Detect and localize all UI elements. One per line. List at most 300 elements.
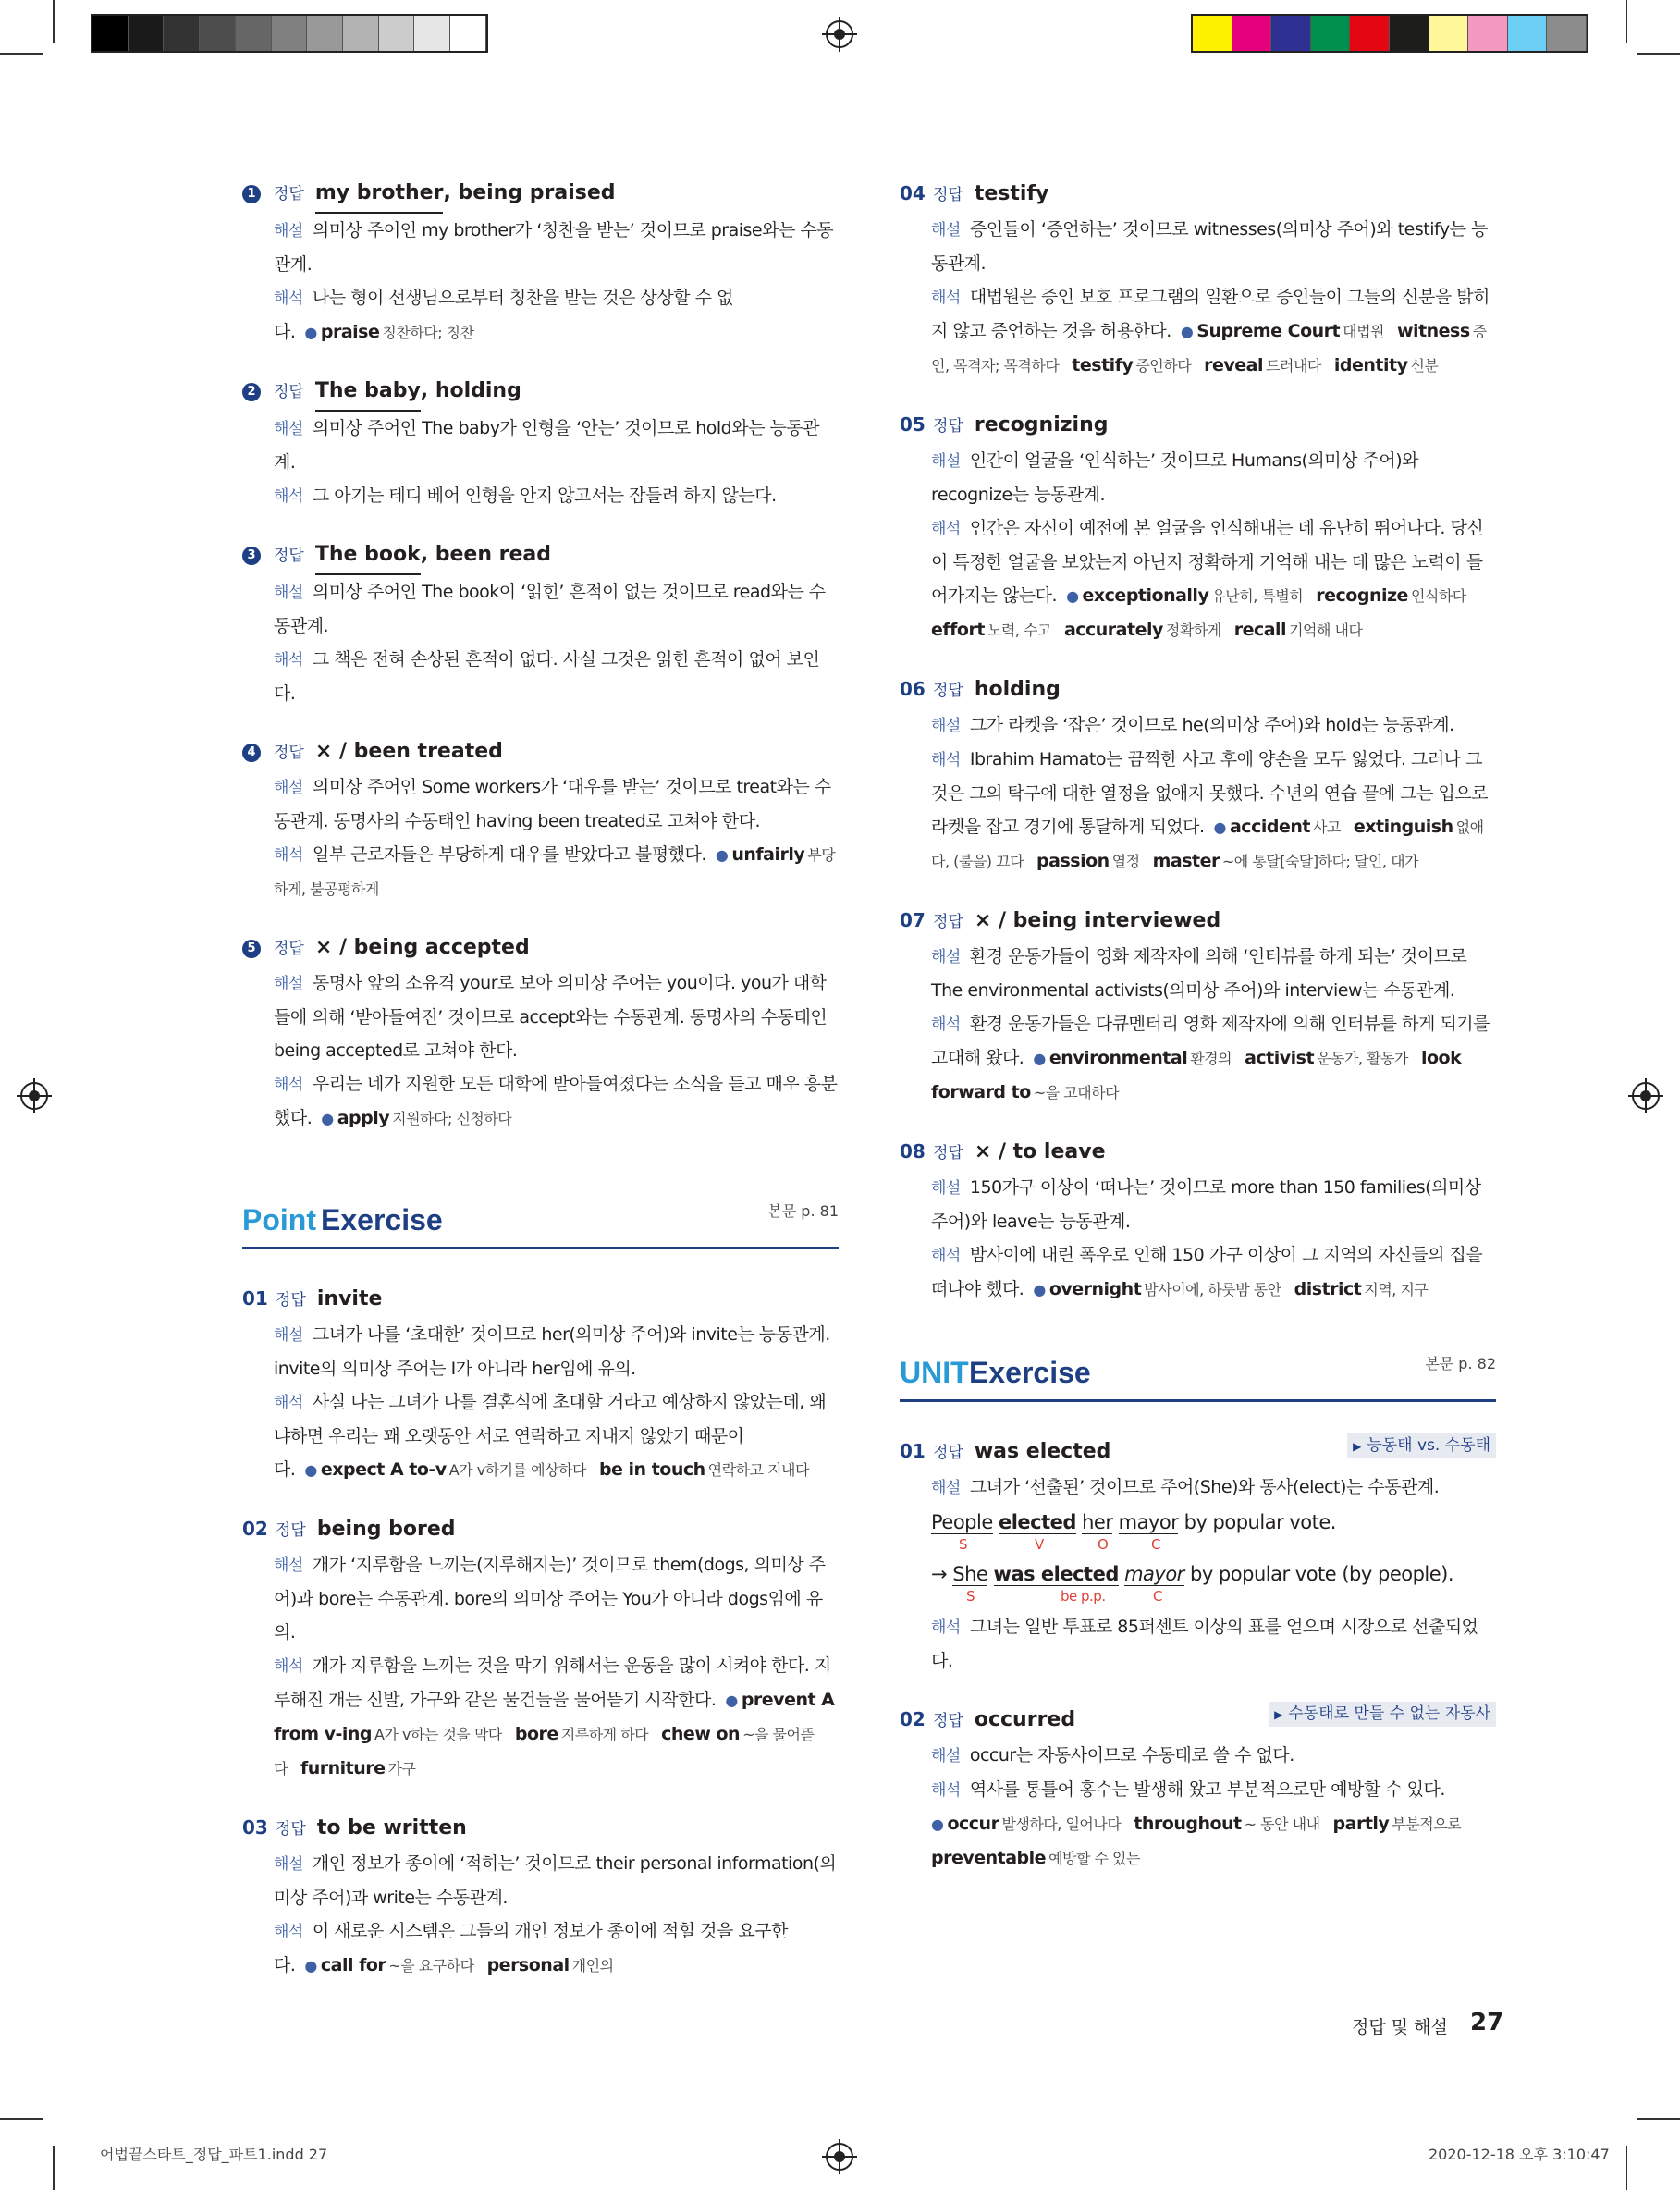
translation [931,743,1496,879]
answer-tag: 정답 [933,913,963,931]
answer-line [242,930,839,966]
registration-mark-icon [20,1082,48,1110]
bullet-icon: ● [304,324,317,341]
vocab-meaning: ~을 물어뜯다 [274,1726,815,1778]
vocab-word: activist [1245,1048,1315,1068]
bullet-icon: ● [1066,587,1079,605]
grammar-label: be p.p. [1061,1588,1106,1605]
answer-line [242,1281,839,1318]
example-word: mayor [1124,1563,1184,1585]
explanation-text: 의미상 주어인 The baby가 인형을 ‘안는’ 것이므로 hold와는 능동관계. [274,418,820,473]
color-swatch [379,16,415,51]
answer-tag: 정답 [274,185,304,203]
section-title-b: Exercise [969,1356,1091,1389]
translation-text: 일부 근로자들은 부당하게 대우를 받았다고 불평했다. [312,844,706,865]
vocab-word: partly [1332,1814,1390,1834]
grammar-label: S [966,1588,975,1605]
color-swatch [92,16,129,51]
color-swatch [1232,16,1272,51]
item-number-circle: 2 [242,383,261,401]
example-passive [931,1560,1496,1588]
vocab-meaning: 지루하게 하다 [560,1726,649,1743]
vocab-meaning: 증언하다 [1135,357,1192,375]
grammar-label: S [959,1536,968,1553]
color-swatch [1271,16,1311,51]
translation [274,1649,839,1786]
crop-mark [0,53,43,55]
vocab-meaning: 밤사이에, 하룻밤 동안 [1144,1281,1281,1298]
vocab-word: personal [486,1955,570,1975]
item-number: 02 [900,1708,926,1730]
explanation [931,444,1496,511]
vocab-word: exceptionally [1082,585,1209,606]
answer-text: × / being accepted [314,936,530,959]
grammar-label: C [1151,1536,1160,1553]
vocab-word: praise [320,322,380,342]
answer-item [242,930,839,1136]
color-swatch [1311,16,1351,51]
vocab-meaning: 증인, 목격자; 목격하다 [931,323,1487,375]
translation-text: 그녀는 일반 투표로 85퍼센트 이상의 표를 얻으며 시장으로 선출되었다. [931,1617,1478,1671]
vocab-word: reveal [1204,355,1264,375]
translation-tag: 해석 [274,846,303,865]
explanation [274,1318,839,1385]
vocabulary [321,1108,524,1128]
explanation-tag: 해설 [931,1479,961,1497]
answer-tag: 정답 [274,547,304,565]
answer-text: occurred [974,1708,1076,1731]
section-title-a: Point [242,1203,316,1236]
explanation-text: 개가 ‘지루함을 느끼는(지루해지는)’ 것이므로 them(dogs, 의미상 주어)과 bore는 수동관계. bore의 의미상 주어는 You가 아니라 dogs임에 유의. [274,1555,826,1642]
crop-mark [1637,53,1680,55]
translation [931,511,1496,647]
vocabulary [1033,1279,1441,1299]
bullet-icon: ● [715,846,729,864]
translation [931,280,1496,383]
vocab-word: Supreme Court [1196,321,1341,341]
vocab-meaning: 신분 [1410,357,1439,375]
registration-mark-icon [1632,1082,1660,1110]
unit-item-02 [900,1702,1496,1876]
unit-item-01 [900,1433,1496,1678]
example-word: mayor [1118,1511,1179,1533]
explanation-text: 150가구 이상이 ‘떠나는’ 것이므로 more than 150 families(의미상 주어)와 leave는 능동관계. [931,1177,1481,1232]
translation-tag: 해석 [274,289,303,308]
translation-text: 사실 나는 그녀가 나를 결혼식에 초대할 거라고 예상하지 않았는데, 왜냐하면 우리는 꽤 오랫동안 서로 연락하고 지내지 않았기 때문이다. [274,1392,827,1480]
translation-tag: 해석 [274,1076,303,1094]
item-number: 04 [900,182,926,204]
vocab-word: testify [1072,355,1134,375]
answer-line [900,903,1496,940]
footer-label: 정답 및 해설 [1352,2017,1448,2037]
vocab-meaning: 예방할 수 있는 [1048,1850,1140,1867]
answer-item [242,1810,839,1983]
color-swatch [343,16,379,51]
translation-text: 이 새로운 시스템은 그들의 개인 정보가 종이에 적힐 것을 요구한다. [274,1921,788,1975]
bullet-icon: ● [1033,1281,1046,1298]
answer-item [242,1511,839,1786]
translation-tag: 해석 [274,651,303,670]
explanation-text: 의미상 주어인 Some workers가 ‘대우를 받는’ 것이므로 treat와는 수동관계. 동명사의 수동태인 having been treated로 고쳐야 한다. [274,777,831,831]
vocab-word: passion [1036,851,1110,871]
translation-tag: 해석 [931,1247,961,1265]
translation-text: 나는 형이 선생님으로부터 칭찬을 받는 것은 상상할 수 없다. [274,288,733,342]
translation [274,281,839,350]
answer-item [242,734,839,906]
vocabulary [304,322,486,342]
vocabulary [931,1807,1496,1876]
item-number-circle: 1 [242,185,261,203]
vocab-word: accident [1229,817,1310,837]
vocab-word: identity [1333,355,1408,375]
translation [931,1007,1496,1110]
translation-tag: 해석 [274,1657,303,1676]
cmyk-color-bar [1191,14,1588,53]
vocab-word: unfairly [731,844,805,865]
translation [931,1773,1496,1807]
translation-text: 인간은 자신이 예전에 본 얼굴을 인식해내는 데 유난히 뛰어나다. 당신이 특정한 얼굴을 보았는지 아닌지 정확하게 기억해 내는 데 많은 노력이 들어가지는 않는다. [931,518,1484,606]
item-number-circle: 3 [242,547,261,565]
translation-text: 환경 운동가들은 다큐멘터리 영화 제작자에 의해 인터뷰를 하게 되기를 고대해 왔다. [931,1014,1490,1068]
vocab-word: expect A to-v [320,1459,447,1480]
bullet-icon: ● [1180,323,1194,340]
answer-subject: The baby [315,374,421,412]
arrow: → [931,1563,948,1585]
vocabulary [304,1459,822,1480]
answer-text: being bored [316,1518,456,1541]
answer-rest: , being praised [443,181,616,204]
answer-tag: 정답 [276,1291,306,1310]
vocab-word: accurately [1063,620,1163,640]
bullet-icon: ● [321,1110,334,1127]
translation [274,643,839,710]
example-active [931,1508,1496,1536]
vocab-meaning: ~을 요구하다 [388,1957,474,1975]
vocab-meaning: 유난히, 특별히 [1211,587,1304,605]
grammar-point-badge: ▶ 수동태로 만들 수 없는 자동사 [1269,1702,1496,1727]
answer-tag: 정답 [274,383,304,401]
example-labels [931,1536,1496,1555]
answer-line [900,671,1496,708]
color-swatch [1508,16,1548,51]
grammar-point-badge: ▶ 능동태 vs. 수동태 [1347,1433,1496,1458]
translation-tag: 해석 [931,520,961,538]
answer-tag: 정답 [276,1820,306,1839]
answer-body [242,1548,839,1786]
answer-line [900,1134,1496,1171]
answer-text: was elected [974,1440,1111,1463]
answer-tag: 정답 [933,417,963,436]
answer-subject: The book [315,537,421,575]
color-swatch [164,16,200,51]
vocab-meaning: 정확하게 [1165,621,1221,639]
answer-tag: 정답 [933,1444,963,1462]
color-swatch [414,16,450,51]
answer-text: × / been treated [314,740,503,763]
item-number: 03 [242,1816,268,1839]
vocab-word: prevent A from v-ing [274,1690,835,1744]
answer-tag: 정답 [933,682,963,700]
translation [274,1914,839,1983]
answer-tag: 정답 [276,1521,306,1540]
answer-tag: 정답 [274,744,304,762]
answer-tag: 정답 [933,1144,963,1163]
explanation [931,1470,1496,1505]
explanation-text: occur는 자동사이므로 수동태로 쓸 수 없다. [969,1745,1294,1766]
vocab-word: district [1294,1279,1362,1299]
translation-text: Ibrahim Hamato는 끔찍한 사고 후에 양손을 모두 잃었다. 그러나 그것은 그의 탁구에 대한 열정을 없애지 못했다. 수년의 연습 끝에 그는 입으로 라켓을 잡고 경기에 통달하게 되었다. [931,749,1489,837]
vocab-meaning: ~ 동안 내내 [1244,1815,1320,1833]
translation-text: 우리는 네가 지원한 모든 대학에 받아들여졌다는 소식을 듣고 매우 흥분했다. [274,1074,838,1128]
item-number: 06 [900,678,926,700]
example-labels [931,1588,1496,1606]
explanation [274,966,839,1067]
vocab-meaning: 연락하고 지내다 [707,1461,809,1479]
vocab-word: recall [1233,620,1287,640]
registration-mark-icon [826,2143,853,2171]
translation-tag: 해석 [274,487,303,506]
answer-line [900,1433,1496,1470]
explanation-text: 개인 정보가 종이에 ‘적히는’ 것이므로 their personal information(의미상 주어)과 write는 수동관계. [274,1853,837,1908]
grammar-label: V [1035,1536,1044,1553]
color-swatch [307,16,343,51]
explanation-text: 의미상 주어인 The book이 ‘읽힌’ 흔적이 없는 것이므로 read와는 수동관계. [274,582,826,636]
crop-mark [1626,2146,1628,2190]
color-swatch [129,16,165,51]
vocab-meaning: 운동가, 활동가 [1317,1050,1408,1067]
vocab-word: occur [947,1814,999,1834]
vocab-word: overnight [1048,1279,1142,1299]
item-number-circle: 4 [242,744,261,762]
explanation-tag: 해설 [274,1556,303,1575]
explanation-tag: 해설 [931,221,961,240]
answer-line [242,1511,839,1548]
answer-body [900,1171,1496,1307]
page-reference: 본문 p. 81 [767,1202,839,1220]
answer-rest: , been read [420,543,552,566]
vocab-meaning: 지원하다; 신청하다 [392,1110,512,1127]
crop-mark [53,0,55,43]
bullet-icon: ● [304,1461,317,1479]
answer-item [900,176,1496,383]
color-swatch [1547,16,1587,51]
left-column [242,176,839,2007]
translation [274,1385,839,1487]
crop-mark [0,2118,43,2120]
vocab-meaning: 기억해 내다 [1289,621,1363,639]
answer-tag: 정답 [274,940,304,958]
crop-mark [53,2146,55,2190]
translation-tag: 해석 [931,1618,961,1637]
explanation [274,1847,839,1914]
answer-body [242,1847,839,1983]
item-number: 01 [900,1440,926,1462]
explanation-tag: 해설 [931,717,961,735]
explanation-text: 동명사 앞의 소유격 your로 보아 의미상 주어는 you이다. you가 대학들에 의해 ‘받아들여진’ 것이므로 accept와는 수동관계. 동명사의 수동태인 being accepted로 고쳐야 한다. [274,973,828,1061]
answer-tag: 정답 [933,1712,963,1730]
answer-body [900,708,1496,879]
translation-text: 개가 지루함을 느끼는 것을 막기 위해서는 운동을 많이 시켜야 한다. 지루해진 개는 신발, 가구와 같은 물건들을 물어뜯기 시작한다. [274,1655,831,1710]
item-number: 07 [900,909,926,931]
bullet-icon: ● [1213,818,1226,836]
answer-item [900,903,1496,1110]
answer-item [900,671,1496,879]
translation [274,1067,839,1136]
registration-mark-icon [826,20,853,48]
vocab-word: furniture [300,1758,386,1778]
explanation-tag: 해설 [274,1855,303,1874]
translation-text: 그 아기는 테디 베어 인형을 안지 않고서는 잠들려 하지 않는다. [312,486,777,506]
translation-tag: 해석 [274,1923,303,1941]
answer-tag: 정답 [933,186,963,204]
color-swatch [1193,16,1232,51]
answer-line [900,407,1496,444]
unit-exercise-header [900,1344,1496,1402]
bullet-icon: ● [304,1957,317,1975]
grammar-label: C [1153,1588,1162,1605]
slug-timestamp: 2020-12-18 오후 3:10:47 [1429,2146,1610,2163]
vocab-meaning: 가구 [387,1760,416,1778]
point-exercise-header [242,1191,839,1249]
color-swatch [1468,16,1508,51]
explanation-text: 의미상 주어인 my brother가 ‘칭찬을 받는’ 것이므로 praise와는 수동관계. [274,220,834,275]
vocab-meaning: 부당하게, 불공평하게 [274,846,836,898]
explanation [274,412,839,479]
vocab-meaning: 발생하다, 일어나다 [1001,1815,1122,1833]
vocab-word: extinguish [1353,817,1453,837]
vocab-meaning: 개인의 [571,1957,614,1975]
bullet-icon: ● [1033,1050,1046,1067]
explanation-tag: 해설 [274,584,303,602]
answer-body [242,412,839,513]
translation-text: 그 책은 전혀 손상된 흔적이 없다. 사실 그것은 읽힌 흔적이 없어 보인다. [274,649,820,704]
explanation-tag: 해설 [931,1179,961,1198]
crop-mark [1626,0,1628,43]
explanation-tag: 해설 [931,1747,961,1766]
explanation [931,1171,1496,1238]
vocab-meaning: 대법원 [1343,323,1384,340]
color-swatch [1350,16,1390,51]
section-title-b: Exercise [321,1203,443,1236]
answer-line [242,734,839,770]
item-number-circle: 5 [242,940,261,958]
item-number: 05 [900,413,926,436]
translation-text: 역사를 통틀어 홍수는 발생해 왔고 부분적으로만 예방할 수 있다. [969,1779,1445,1800]
item-number: 02 [242,1518,268,1540]
vocab-meaning: 열정 [1111,853,1140,870]
answer-body [900,213,1496,383]
answer-line [242,1810,839,1847]
vocab-word: throughout [1134,1814,1242,1834]
example-word: her [1082,1511,1113,1533]
explanation-text: 그가 라켓을 ‘잡은’ 것이므로 he(의미상 주어)와 hold는 능동관계. [969,715,1454,735]
translation-tag: 해석 [274,1394,303,1412]
example-word: was elected [993,1563,1119,1585]
vocab-meaning: 부분적으로 [1392,1815,1462,1833]
item-number: 01 [242,1287,268,1310]
answer-text: recognizing [974,413,1109,437]
translation-tag: 해석 [931,751,961,769]
answer-text: holding [974,678,1061,701]
grammar-label: O [1098,1536,1109,1553]
vocab-word: effort [931,620,985,640]
answer-item [242,537,839,710]
explanation-text: 인간이 얼굴을 ‘인식하는’ 것이므로 Humans(의미상 주어)와 recognize는 능동관계. [931,450,1418,505]
explanation [931,1739,1496,1773]
vocab-meaning: 인식하다 [1410,587,1466,605]
item-number: 08 [900,1140,926,1163]
translation-tag: 해석 [931,1015,961,1034]
translation-text: 밤사이에 내린 폭우로 인해 150 가구 이상이 그 지역의 자신들의 집을 떠나야 했다. [931,1245,1483,1299]
answer-body [900,444,1496,647]
vocab-word: environmental [1048,1048,1188,1068]
vocab-word: call for [320,1955,386,1975]
bullet-icon: ● [931,1815,944,1833]
answer-item [242,1281,839,1487]
color-swatch [272,16,308,51]
answer-body [242,214,839,350]
vocab-word: be in touch [598,1459,705,1480]
translation-text: 대법원은 증인 보호 프로그램의 일환으로 증인들이 그들의 신분을 밝히지 않고 증언하는 것을 허용한다. [931,287,1490,341]
explanation-tag: 해설 [274,975,303,993]
vocab-meaning: 노력, 수고 [987,621,1051,639]
vocab-word: preventable [931,1848,1047,1868]
example-word: She [952,1563,988,1585]
answer-body [242,575,839,710]
answer-text: to be written [316,1816,467,1839]
answer-text: × / being interviewed [974,909,1221,932]
answer-body [242,966,839,1136]
explanation [274,575,839,643]
translation [931,1238,1496,1307]
answer-text: × / to leave [974,1140,1106,1163]
page-number: 27 [1470,2009,1504,2036]
vocabulary [304,1955,626,1975]
explanation-text: 환경 운동가들이 영화 제작자에 의해 ‘인터뷰를 하게 되는’ 것이므로 The environmental activists(의미상 주어)와 interview는 수동관계. [931,946,1467,1001]
vocab-meaning: 드러내다 [1266,357,1321,375]
answer-line [242,176,839,214]
explanation [931,213,1496,280]
answer-rest: , holding [420,379,521,402]
answer-body [900,940,1496,1110]
vocab-meaning: A가 v하기를 예상하다 [448,1461,586,1479]
gray-color-bar [91,14,488,53]
slug-filename: 어법끝스타트_정답_파트1.indd 27 [100,2146,328,2163]
color-swatch [200,16,236,51]
translation-tag: 해석 [931,289,961,307]
answer-body [242,1318,839,1487]
answer-item [242,374,839,513]
vocab-meaning: 환경의 [1190,1050,1232,1067]
answer-subject: my brother [315,176,444,214]
translation-tag: 해석 [931,1781,961,1800]
vocab-meaning: ~에 통달[숙달]하다; 달인, 대가 [1221,853,1419,870]
explanation [274,1548,839,1649]
vocab-meaning: 칭찬하다; 칭찬 [382,324,474,341]
right-column [900,176,1496,1900]
explanation-tag: 해설 [931,452,961,471]
vocab-meaning: ~을 고대하다 [1033,1084,1120,1101]
vocab-meaning: A가 v하는 것을 막다 [374,1726,502,1743]
vocab-word: witness [1397,321,1470,341]
example-rest: by popular vote. [1183,1511,1336,1533]
answer-item [900,407,1496,647]
vocab-word: look forward to [931,1048,1462,1102]
answer-line [900,176,1496,213]
translation [931,1610,1496,1678]
answer-line [242,374,839,412]
explanation-tag: 해설 [931,948,961,966]
